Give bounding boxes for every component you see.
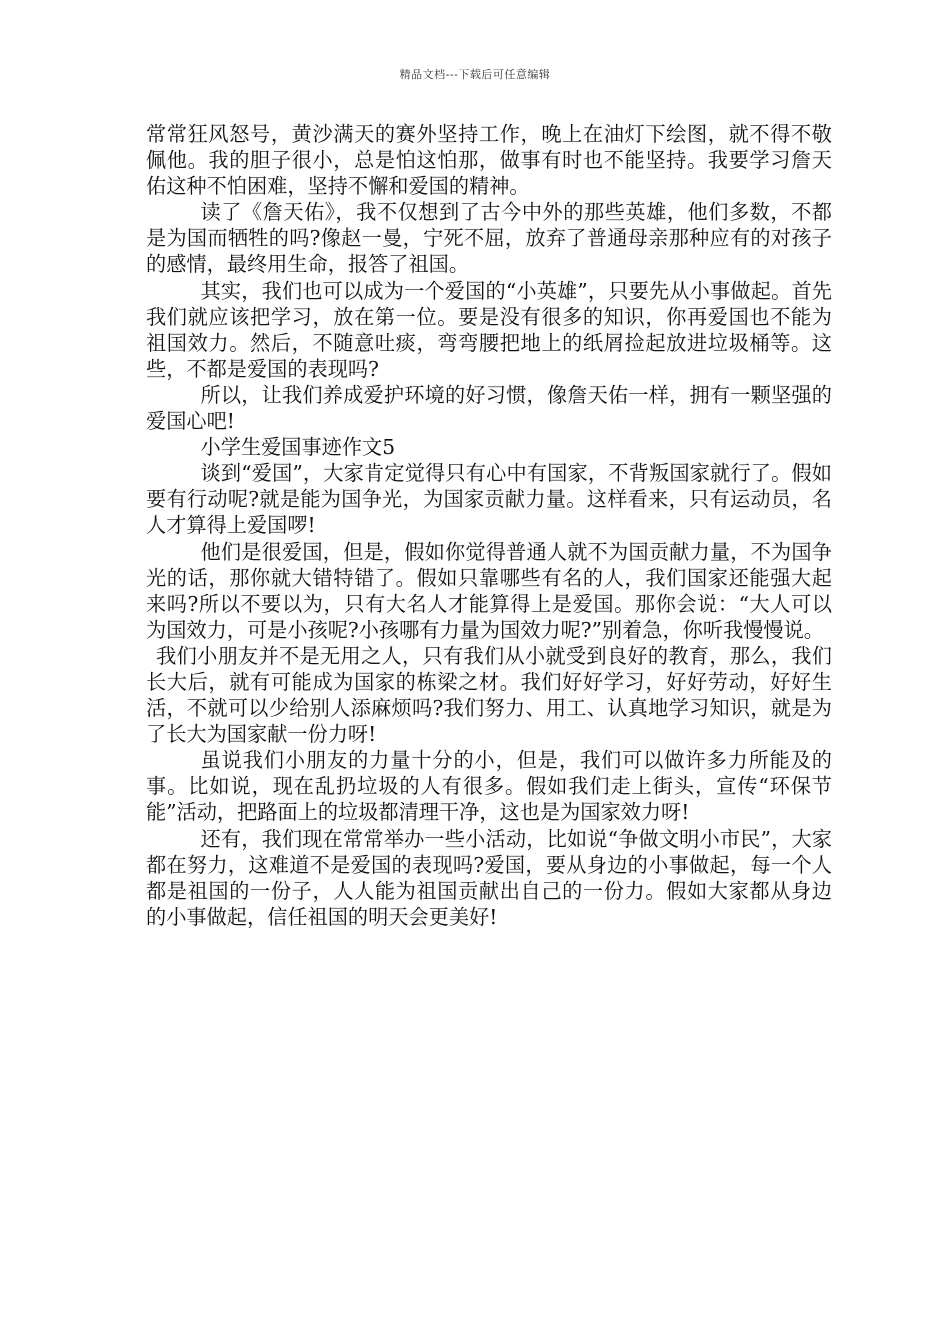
paragraph-7: 我们小朋友并不是无用之人，只有我们从小就受到良好的教育，那么，我们长大后，就有可能成为国家的栋梁之材。我们好好学习，好好劳动，好好生活，不就可以少给别人添麻烦吗?我们努力、用工、认真地学习知识，就是为了长大为国家献一份力呀! <box>146 643 832 747</box>
section-title: 小学生爱国事迹作文5 <box>200 435 396 460</box>
page-header: 精品文档---下载后可任意编辑 <box>399 68 551 81</box>
paragraph-4: 所以，让我们养成爱护环境的好习惯，像詹天佑一样，拥有一颗坚强的爱国心吧! <box>146 382 832 434</box>
paragraph-1: 常常狂风怒号，黄沙满天的赛外坚持工作，晚上在油灯下绘图，就不得不敬佩他。我的胆子很小，总是怕这怕那，做事有时也不能坚持。我要学习詹天佑这种不怕困难，坚持不懈和爱国的精神。 <box>146 122 832 199</box>
paragraph-9: 还有，我们现在常常举办一些小活动，比如说“争做文明小市民”，大家都在努力，这难道不是爱国的表现吗?爱国，要从身边的小事做起，每一个人都是祖国的一份子，人人能为祖国贡献出自己的一份力。假如大家都从身边的小事做起，信任祖国的明天会更美好! <box>146 826 832 929</box>
paragraph-8: 虽说我们小朋友的力量十分的小，但是，我们可以做许多力所能及的事。比如说，现在乱扔垃圾的人有很多。假如我们走上街头，宣传“环保节能”活动，把路面上的垃圾都清理干净，这也是为国家效力呀! <box>146 748 832 825</box>
paragraph-3: 其实，我们也可以成为一个爱国的“小英雄”，只要先从小事做起。首先我们就应该把学习，放在第一位。要是没有很多的知识，你再爱国也不能为祖国效力。然后，不随意吐痰，弯弯腰把地上的纸屑捡起放进垃圾桶等。这些，不都是爱国的表现吗? <box>146 278 832 381</box>
paragraph-5: 谈到“爱国”，大家肯定觉得只有心中有国家，不背叛国家就行了。假如要有行动呢?就是能为国争光，为国家贡献力量。这样看来，只有运动员，名人才算得上爱国啰! <box>146 461 832 538</box>
paragraph-2: 读了《詹天佑》，我不仅想到了古今中外的那些英雄，他们多数，不都是为国而牺牲的吗?像赵一曼，宁死不屈，放弃了普通母亲那种应有的对孩子的感情，最终用生命，报答了祖国。 <box>146 200 832 277</box>
paragraph-6: 他们是很爱国，但是，假如你觉得普通人就不为国贡献力量，不为国争光的话，那你就大错特错了。假如只靠哪些有名的人，我们国家还能强大起来吗?所以不要以为，只有大名人才能算得上是爱国。那你会说：“大人可以为国效力，可是小孩呢?小孩哪有力量为国效力呢?”别着急，你听我慢慢说。 <box>146 539 832 642</box>
document-body <box>146 121 832 930</box>
